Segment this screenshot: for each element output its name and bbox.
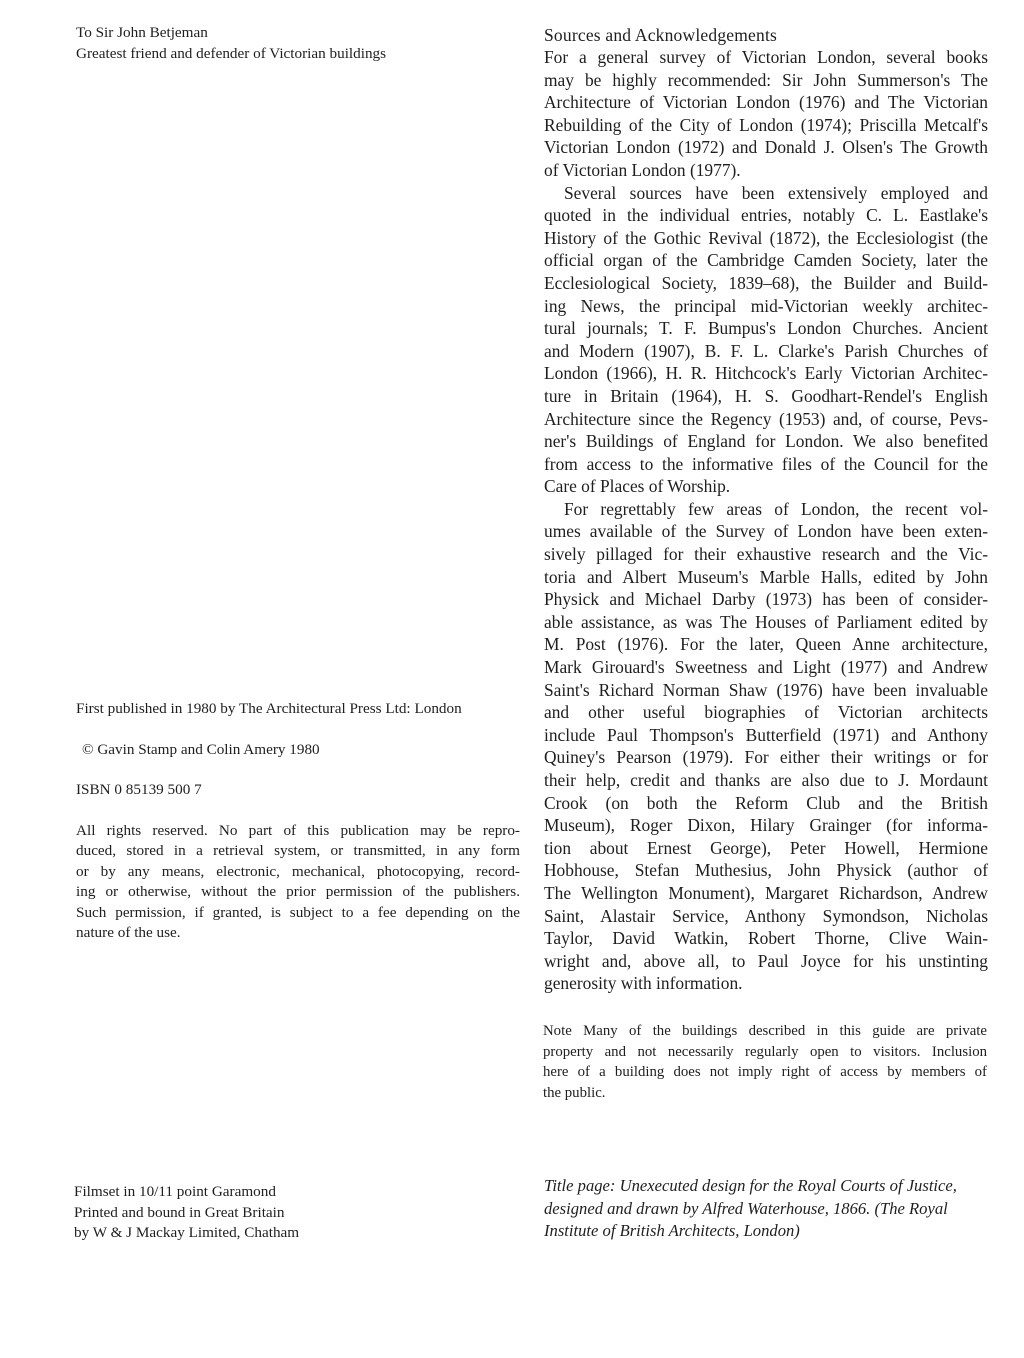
text-line: able assistance, as was The Houses of Parliament edited by [544, 611, 988, 632]
text-line: and Modern (1907), B. F. L. Clarke's Parish Churches of [544, 340, 988, 361]
text-line: include Paul Thompson's Butterfield (1971) and Anthony [544, 724, 988, 745]
dedication-line: To Sir John Betjeman [76, 24, 208, 41]
text-line: quoted in the individual entries, notably C. L. Eastlake's [544, 205, 988, 226]
text-line: Taylor, David Watkin, Robert Thorne, Clive Wain- [544, 928, 988, 949]
text-line: History of the Gothic Revival (1872), the Ecclesiologist (the [544, 227, 988, 248]
text-line: of Victorian London (1977). [544, 159, 741, 180]
text-line: ture in Britain (1964), H. S. Goodhart-Rendel's English [544, 385, 988, 406]
printer-info [74, 1182, 299, 1244]
text-line: Physick and Michael Darby (1973) has been of consider- [544, 589, 988, 610]
text-line: official organ of the Cambridge Camden Society, later the [544, 250, 988, 271]
paragraph [544, 182, 988, 498]
rights-line: duced, stored in a retrieval system, or transmitted, in any form [76, 842, 520, 859]
rights-line: nature of the use. [76, 924, 181, 941]
text-line: Rebuilding of the City of London (1974); Priscilla Metcalf's [544, 114, 988, 135]
note-line: Note Many of the buildings described in this guide are private [543, 1023, 987, 1039]
rights-line: or by any means, electronic, mechanical, photocopying, record- [76, 862, 520, 880]
text-line: ing News, the principal mid-Victorian weekly architec- [544, 295, 988, 316]
text-line: For regrettably few areas of London, the recent vol- [564, 498, 988, 519]
text-line: Architecture since the Regency (1953) and, of course, Pevs- [544, 408, 988, 429]
dedication [76, 23, 386, 64]
rights-statement [76, 821, 520, 944]
text-line: generosity with information. [544, 973, 743, 994]
text-line: Architecture of Victorian London (1976) and The Victorian [544, 92, 988, 113]
title-page-caption [544, 1175, 988, 1243]
note-line: here of a building does not imply right of access by members of [543, 1064, 987, 1081]
rights-line: Such permission, if granted, is subject to a fee depending on the [76, 903, 520, 921]
rights-line: All rights reserved. No part of this publication may be repro- [76, 821, 520, 839]
first-published: First published in 1980 by The Architectural Press Ltd: London [76, 700, 462, 717]
note-line: property and not necessarily regularly open to visitors. Inclusion [543, 1043, 987, 1060]
text-line: toria and Albert Museum's Marble Halls, edited by John [544, 566, 988, 587]
text-line: London (1966), H. R. Hitchcock's Early Victorian Architec- [544, 363, 988, 384]
text-line: The Wellington Monument), Margaret Richardson, Andrew [544, 882, 988, 903]
text-line: Saint's Richard Norman Shaw (1976) have been invaluable [544, 679, 988, 700]
text-line: Hobhouse, Stefan Muthesius, John Physick (author of [544, 860, 988, 881]
imprint [76, 699, 520, 944]
rights-line: ing or otherwise, without the prior permission of the publishers. [76, 883, 520, 900]
text-line: their help, credit and thanks are also due to J. Mordaunt [544, 770, 988, 790]
printer-line: Filmset in 10/11 point Garamond [74, 1183, 276, 1200]
text-line: Crook (on both the Reform Club and the British [544, 792, 988, 813]
text-line: may be highly recommended: Sir John Summerson's The [544, 69, 988, 90]
text-line: Victorian London (1972) and Donald J. Olsen's The Growth [544, 137, 988, 158]
text-line: from access to the informative files of the Council for the [544, 453, 988, 474]
caption-line: Institute of British Architects, London) [544, 1221, 800, 1241]
text-line: Museum), Roger Dixon, Hilary Grainger (for informa- [544, 815, 988, 836]
printer-line: by W & J Mackay Limited, Chatham [74, 1224, 300, 1241]
text-line: umes available of the Survey of London have been exten- [544, 521, 988, 542]
text-line: Care of Places of Worship. [544, 476, 731, 497]
text-line: Quiney's Pearson (1979). For either their writings or for [544, 747, 988, 768]
isbn-line: ISBN 0 85139 500 7 [76, 781, 202, 798]
text-line: wright and, above all, to Paul Joyce for his unstinting [544, 950, 988, 971]
text-line: M. Post (1976). For the later, Queen Anne architecture, [544, 634, 988, 655]
copyright-line: © Gavin Stamp and Colin Amery 1980 [82, 740, 320, 758]
caption-line: designed and drawn by Alfred Waterhouse, 1866. (The Royal [544, 1198, 948, 1218]
note-line: the public. [543, 1084, 606, 1101]
text-line: tural journals; T. F. Bumpus's London Churches. Ancient [544, 318, 988, 339]
text-line: Saint, Alastair Service, Anthony Symondson, Nicholas [544, 905, 988, 926]
sources-section [544, 24, 988, 995]
access-note [543, 1021, 987, 1103]
text-line: For a general survey of Victorian London, several books [544, 47, 988, 67]
text-line: ner's Buildings of England for London. We also benefited [544, 431, 988, 452]
text-line: Mark Girouard's Sweetness and Light (1977) and Andrew [544, 657, 988, 678]
section-heading: Sources and Acknowledgements [544, 25, 778, 45]
text-line: Ecclesiological Society, 1839–68), the Builder and Build- [544, 272, 988, 293]
paragraph [544, 498, 988, 995]
text-line: Several sources have been extensively employed and [564, 182, 988, 203]
caption-line: Title page: Unexecuted design for the Royal Courts of Justice, [544, 1176, 957, 1195]
paragraph [544, 46, 988, 182]
text-line: sively pillaged for their exhaustive research and the Vic- [544, 544, 988, 565]
text-line: and other useful biographies of Victorian architects [544, 702, 988, 723]
dedication-line: Greatest friend and defender of Victorian buildings [76, 44, 387, 62]
printer-line: Printed and bound in Great Britain [74, 1203, 285, 1221]
text-line: tion about Ernest George), Peter Howell, Hermione [544, 837, 988, 858]
